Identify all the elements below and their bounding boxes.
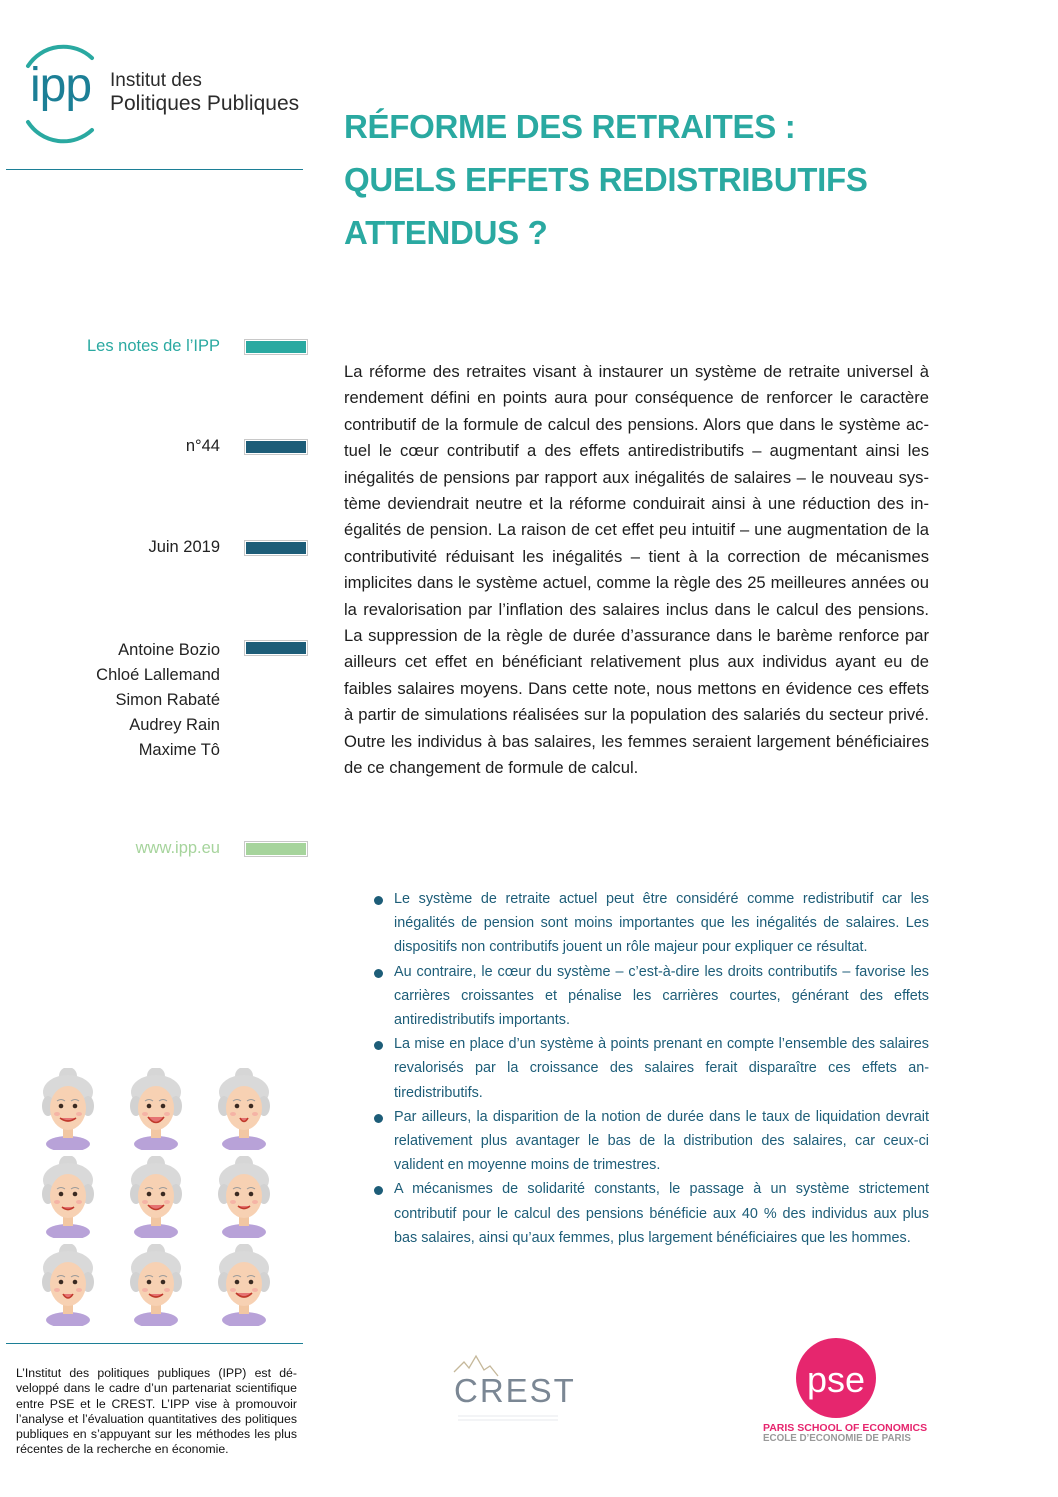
author: Audrey Rain xyxy=(129,716,220,734)
grandmother-face-icon xyxy=(216,1068,272,1150)
logo-text-line1: Institut des xyxy=(110,70,202,91)
author: Simon Rabaté xyxy=(115,691,220,709)
website-link[interactable]: www.ipp.eu xyxy=(135,839,220,857)
ipp-about-text: L’Institut des politiques publiques (IPP) est développé dans le cadre d’un partenariat scientifique entre PSE et le CREST. L’IPP vise à promouvoir l’analyse et l’évaluation quantitatives des politiques publiques en s’appuyant sur les méthodes les plus récentes de la recherche en économie. xyxy=(16,1366,297,1457)
title-line2: QUELS EFFETS REDISTRIBUTIFS xyxy=(344,161,868,198)
bullet-icon xyxy=(374,1114,383,1123)
abstract-paragraph: La réforme des retraites visant à instaurer un système de retraite universel à rendement défini en points aura pour conséquence de renforcer le caractère contributif de la formule de calcul des pensions. Alors que dans le système actuel le cœur contributif a des effets antiredistributifs – augmentant ainsi les inégalités de pensions par rapport aux inégalités de salaires – le nouveau système deviendrait neutre et la réforme conduirait ainsi à une réduction des inégalités de pension. La raison de cet effet peu intuitif – une augmentation de la contributivité réduisant les inégalités – tient à la correction de mécanismes implicites dans le système actuel, comme la règle des 25 meilleures années ou la revalorisation par l’inflation des salaires inclus dans le calcul des pensions. La suppression de la règle de durée d’assurance dans le barème renforce par ailleurs cet effet en bénéficiant relativement plus aux individus ayant eu de faibles salaires moyens. Dans cette note, nous mettons en évidence ces effets à partir de simulations réalisées sur la population des salariés du secteur privé. Outre les individus à bas salaires, les femmes seraient largement bénéficiaires de ce changement de formule de calcul. xyxy=(344,362,929,778)
grandmother-face-icon xyxy=(128,1244,184,1326)
pse-name-french: ECOLE D’ECONOMIE DE PARIS xyxy=(763,1433,911,1444)
key-point xyxy=(372,1105,929,1178)
grandmother-face-icon xyxy=(40,1156,96,1238)
grandmother-face-icon xyxy=(216,1244,272,1326)
elderly-women-illustration xyxy=(40,1068,280,1338)
pse-mark: pse xyxy=(806,1359,866,1400)
author: Chloé Lallemand xyxy=(96,666,220,684)
key-point-text: A mécanismes de solidarité constants, le passage à un système strictement contributif pour le calcul des pensions bénéficie aux 40 % des individus aux plus bas salaires, ainsi qu’aux femmes, plus largement bénéficiaires que les hommes. xyxy=(394,1181,929,1246)
series-label: Les notes de l’IPP xyxy=(87,337,220,355)
grandmother-face-icon xyxy=(128,1068,184,1150)
header-divider xyxy=(6,169,303,170)
pse-name-english: PARIS SCHOOL OF ECONOMICS xyxy=(763,1422,928,1434)
grandmother-face-icon xyxy=(40,1244,96,1326)
series-bar xyxy=(245,340,307,354)
key-point-text: Le système de retraite actuel peut être considéré comme redistributif car les inégalités de pension sont moins importantes que les inégalités de salaires. Les dispositifs non contributifs jouent un rôle majeur pour expliquer ce résultat. xyxy=(394,891,929,956)
key-point-text: Au contraire, le cœur du système – c’est-à-dire les droits contributifs – favorise les carrières croissantes et pénalise les carrières courtes, générant des effets antiredistributifs importants. xyxy=(394,963,929,1029)
title-line1: RÉFORME DES RETRAITES : xyxy=(344,108,796,145)
key-point xyxy=(372,960,929,1033)
bullet-icon xyxy=(374,969,383,978)
footer-divider xyxy=(6,1343,303,1344)
key-points-list xyxy=(372,887,929,1250)
key-point xyxy=(372,1032,929,1105)
logo-text-line2: Politiques Publiques xyxy=(110,92,300,115)
author: Antoine Bozio xyxy=(118,641,220,659)
publication-date: Juin 2019 xyxy=(148,538,220,556)
website-bar xyxy=(245,842,307,856)
grandmother-face-icon xyxy=(40,1068,96,1150)
grandmother-face-icon xyxy=(128,1156,184,1238)
key-point xyxy=(372,887,929,960)
ipp-logo-mark: ipp xyxy=(30,59,92,112)
author: Maxime Tô xyxy=(138,741,220,759)
key-point xyxy=(372,1177,929,1250)
key-point-text: La mise en place d’un système à points prenant en compte l’ensemble des salaires revalorisés par la croissance des salaires ferait disparaître ces effets antiredistributifs. xyxy=(394,1036,929,1101)
bullet-icon xyxy=(374,1186,383,1195)
authors-bar xyxy=(245,641,307,655)
key-point-text: Par ailleurs, la disparition de la notion de durée dans le taux de liquidation devrait relativement plus avantager le bas de la distribution des salaires, car ceux-ci valident en moyenne moins de trimestres. xyxy=(394,1108,929,1174)
title-line3: ATTENDUS ? xyxy=(344,214,548,251)
bullet-icon xyxy=(374,896,383,905)
bullet-icon xyxy=(374,1041,383,1050)
date-bar xyxy=(245,541,307,555)
crest-wordmark: CREST xyxy=(454,1372,576,1409)
issue-number: n°44 xyxy=(185,437,220,455)
issue-bar xyxy=(245,440,307,454)
authors-list xyxy=(96,638,220,763)
grandmother-face-icon xyxy=(216,1156,272,1238)
document-title xyxy=(344,100,944,259)
